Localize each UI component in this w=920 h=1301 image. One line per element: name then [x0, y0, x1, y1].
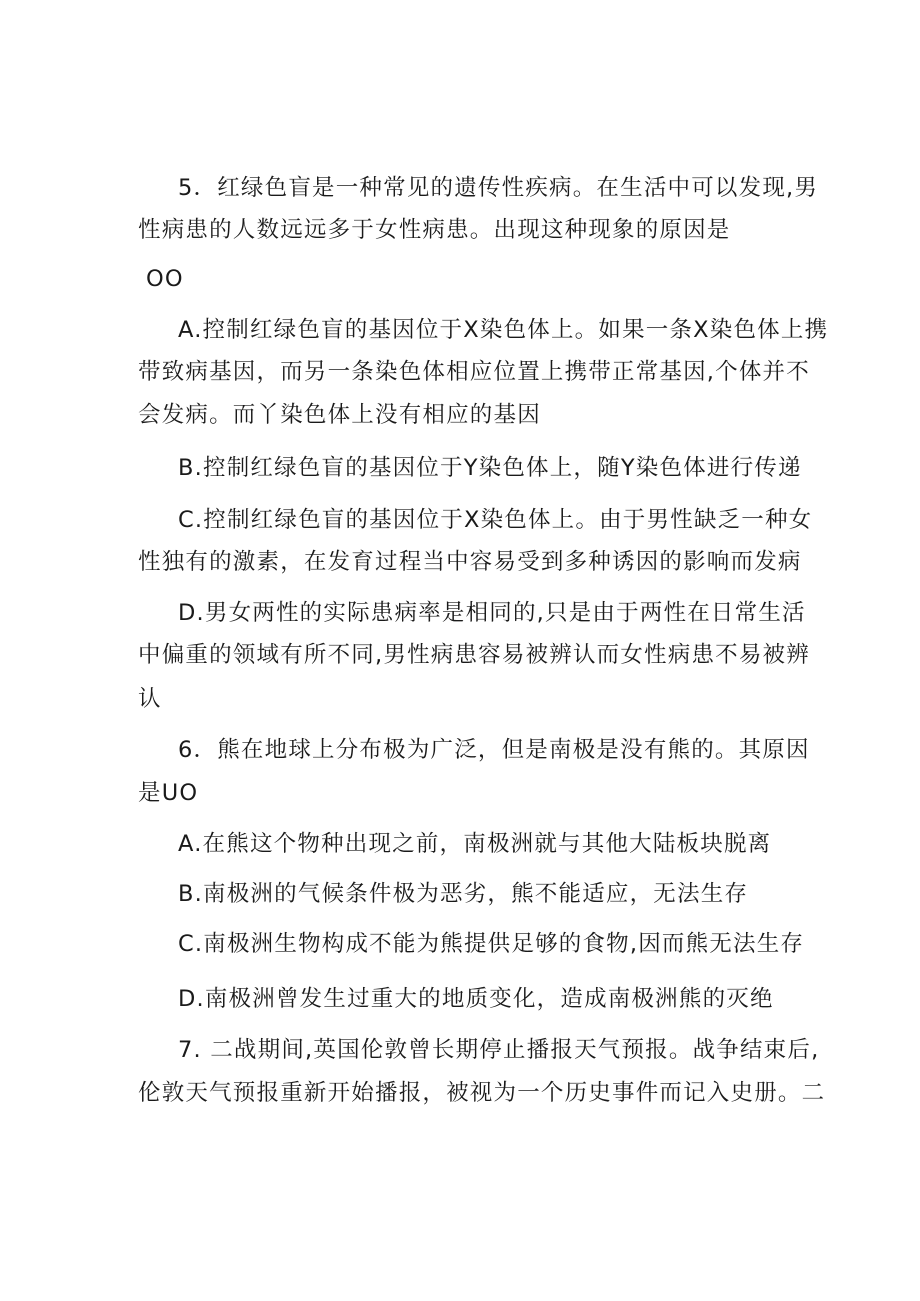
- question-5-line-2: 性病患的人数远远多于女性病患。出现这种现象的原因是: [138, 217, 731, 243]
- question-7-line-1: 7. 二战期间,英国伦敦曾长期停止播报天气预报。战争结束后,: [178, 1037, 820, 1063]
- question-6-option-d: D.南极洲曾发生过重大的地质变化，造成南极洲熊的灭绝: [178, 986, 774, 1012]
- question-5-option-d-line-3: 认: [138, 686, 162, 712]
- question-5-option-b: B.控制红绿色盲的基因位于Y染色体上，随Y染色体进行传递: [178, 455, 802, 481]
- question-6-option-b: B.南极洲的气候条件极为恶劣，熊不能适应，无法生存: [178, 881, 749, 907]
- question-5-option-d-line-2: 中偏重的领域有所不同,男性病患容易被辨认而女性病患不易被辨: [138, 642, 810, 668]
- question-6-option-c: C.南极洲生物构成不能为熊提供足够的食物,因而熊无法生存: [178, 931, 805, 957]
- question-6-option-a: A.在熊这个物种出现之前，南极洲就与其他大陆板块脱离: [178, 831, 772, 857]
- question-5-option-a-line-1: A.控制红绿色盲的基因位于X染色体上。如果一条X染色体上携: [178, 317, 829, 343]
- question-5-option-c-line-1: C.控制红绿色盲的基因位于X染色体上。由于男性缺乏一种女: [178, 507, 813, 533]
- question-5-answer-blank: OO: [146, 266, 184, 292]
- question-5-option-a-line-2: 带致病基因，而另一条染色体相应位置上携带正常基因,个体并不: [138, 359, 810, 385]
- question-5-line-1: 5．红绿色盲是一种常见的遗传性疾病。在生活中可以发现,男: [178, 175, 819, 201]
- question-5-option-a-line-3: 会发病。而丫染色体上没有相应的基因: [138, 402, 541, 428]
- question-7-line-2: 伦敦天气预报重新开始播报，被视为一个历史事件而记入史册。二: [138, 1080, 826, 1106]
- question-5-option-d-line-1: D.男女两性的实际患病率是相同的,只是由于两性在日常生活: [178, 600, 806, 626]
- question-6-line-2: 是UO: [138, 780, 199, 806]
- question-6-line-1: 6．熊在地球上分布极为广泛，但是南极是没有熊的。其原因: [178, 737, 810, 763]
- question-5-option-c-line-2: 性独有的激素，在发育过程当中容易受到多种诱因的影响而发病: [138, 549, 802, 575]
